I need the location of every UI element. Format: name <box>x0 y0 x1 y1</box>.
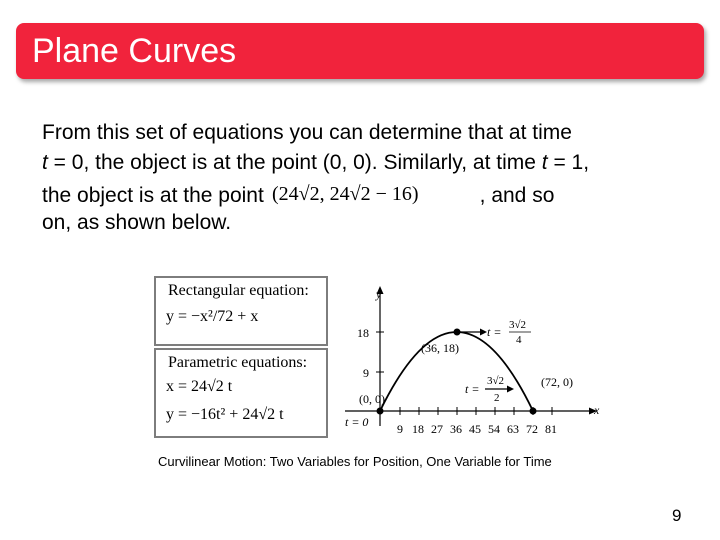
point-expression-text: (24√2, 24√2 − 16) <box>271 183 419 205</box>
title-bar <box>16 23 704 79</box>
x-axis-label: x <box>594 403 600 417</box>
parametric-x-equation: x = 24√2 t <box>166 378 233 395</box>
x-tick-label: 45 <box>469 422 481 436</box>
y-axis-label: y <box>376 287 382 301</box>
paragraph-line-3-end: , and so <box>479 184 555 207</box>
t-zero-label: t = 0 <box>345 415 369 429</box>
var-t: t <box>42 151 48 174</box>
point-end-marker <box>530 408 537 415</box>
point-expression-svg <box>270 178 480 208</box>
t-mid-denominator: 2 <box>494 392 500 404</box>
x-tick-label: 72 <box>526 422 538 436</box>
rectangular-equation-label: Rectangular equation: <box>168 282 309 299</box>
point-expression <box>270 178 480 216</box>
paragraph-line-3 <box>42 178 692 208</box>
paragraph-line-3-text: the object is at the point <box>42 184 270 207</box>
trajectory-graph <box>335 276 610 440</box>
body-paragraph <box>42 118 692 238</box>
paragraph-line-4: on, as shown below. <box>42 211 232 234</box>
x-tick-label: 54 <box>488 422 500 436</box>
parametric-equations-label: Parametric equations: <box>168 354 308 371</box>
figure <box>150 276 610 440</box>
var-t: t <box>541 151 548 174</box>
t-peak-numerator: 3√2 <box>509 319 527 331</box>
arrow-peak-head <box>480 329 487 336</box>
rectangular-equation: y = −x²/72 + x <box>166 308 259 325</box>
x-tick-label: 81 <box>545 422 557 436</box>
x-tick-label: 36 <box>450 422 462 436</box>
point-origin-marker <box>377 408 384 415</box>
paragraph-line-2-text: = 0, the object is at the point (0, 0). Similarly, at time <box>47 151 542 174</box>
t-peak-prefix: t = <box>487 325 502 339</box>
t-mid-prefix: t = <box>465 382 480 396</box>
slide-title: Plane Curves <box>32 32 237 70</box>
parametric-y-equation: y = −16t² + 24√2 t <box>166 406 284 423</box>
parametric-equations-box <box>154 348 328 438</box>
x-tick-label: 18 <box>412 422 424 436</box>
point-peak-label: (36, 18) <box>421 341 459 355</box>
point-end-label: (72, 0) <box>541 375 573 389</box>
y-tick-label-18: 18 <box>357 326 369 340</box>
page-number: 9 <box>672 506 682 525</box>
x-tick-label: 9 <box>397 422 403 436</box>
t-peak-denominator: 4 <box>516 334 522 346</box>
x-tick-label: 63 <box>507 422 519 436</box>
y-tick-label-9: 9 <box>363 366 369 380</box>
rectangular-equation-box <box>154 276 328 346</box>
paragraph-line-2-end: = 1, <box>547 151 590 174</box>
paragraph-line-2 <box>42 148 692 178</box>
paragraph-line-1: From this set of equations you can determine that at time <box>42 121 572 144</box>
x-tick-label: 27 <box>431 422 443 436</box>
figure-caption: Curvilinear Motion: Two Variables for Position, One Variable for Time <box>158 454 552 469</box>
point-origin-label: (0, 0) <box>359 392 385 406</box>
t-mid-numerator: 3√2 <box>487 375 505 387</box>
